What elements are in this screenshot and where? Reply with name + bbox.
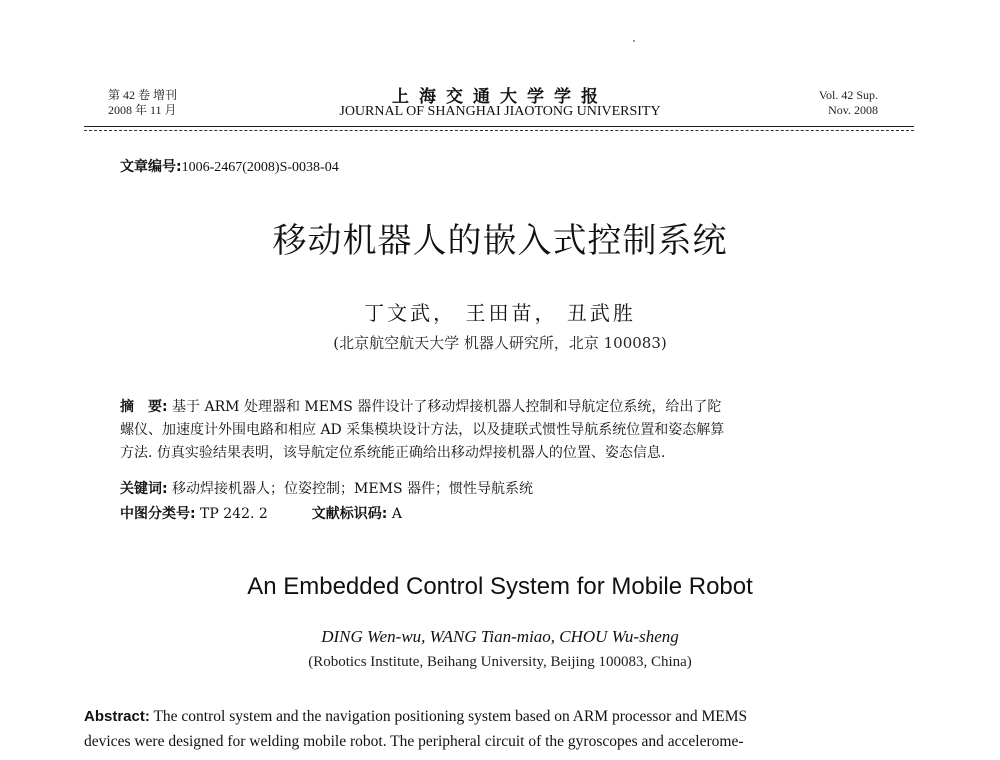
abstract-en-line-2: devices were designed for welding mobile robot. The peripheral circuit of the gyroscopes and accelerome- — [84, 733, 744, 750]
clc-label: 中图分类号: — [120, 506, 196, 522]
authors-cn: 丁文武， 王田苗， 丑武胜 — [364, 301, 636, 325]
abstract-cn-text-1: 基于 ARM 处理器和 MEMS 器件设计了移动焊接机器人控制和导航定位系统，给出了陀 — [167, 399, 722, 415]
affiliation-en: (Robotics Institute, Beihang University, Beijing 100083, China) — [308, 654, 692, 670]
header-rule-dashed — [84, 130, 914, 131]
issue-date: 2008 年 11 月 — [108, 103, 177, 117]
article-number — [120, 156, 339, 176]
issue-info-en — [819, 88, 878, 118]
abstract-en-label: Abstract: — [84, 708, 150, 725]
issue-volume: 第 42 卷 增刊 — [108, 88, 178, 102]
keywords-cn — [120, 478, 533, 501]
article-number-label: 文章编号: — [120, 159, 182, 175]
keywords-cn-value: 移动焊接机器人；位姿控制；MEMS 器件；惯性导航系统 — [167, 481, 533, 497]
issue-date-en: Nov. 2008 — [828, 103, 878, 117]
document-code-value: A — [387, 506, 402, 522]
abstract-en — [84, 704, 916, 754]
clc-value: TP 242. 2 — [195, 506, 268, 522]
journal-title-cn: 上海交通大学学报 — [392, 87, 608, 107]
document-code-label: 文献标识码: — [311, 506, 388, 522]
issue-volume-en: Vol. 42 Sup. — [818, 88, 878, 102]
abstract-cn-line-2: 螺仪、加速度计外围电路和相应 AD 采集模块设计方法，以及捷联式惯性导航系统位置和姿态解算 — [120, 422, 725, 438]
scan-speck — [633, 40, 635, 42]
article-number-value: 1006-2467(2008)S-0038-04 — [181, 160, 339, 175]
abstract-en-text-1: The control system and the navigation positioning system based on ARM processor and MEMS — [149, 708, 748, 725]
abstract-cn-line-1 — [120, 396, 890, 419]
abstract-cn — [120, 396, 890, 465]
journal-title-en: JOURNAL OF SHANGHAI JIAOTONG UNIVERSITY — [339, 104, 661, 119]
affiliation-cn: (北京航空航天大学 机器人研究所，北京 100083) — [333, 334, 667, 352]
header-rule — [84, 126, 914, 127]
keywords-cn-label: 关键词: — [120, 481, 168, 497]
authors-en: DING Wen-wu, WANG Tian-miao, CHOU Wu-sheng — [321, 627, 679, 646]
paper-title-en: An Embedded Control System for Mobile Robot — [247, 573, 753, 600]
abstract-en-line-1 — [84, 704, 916, 729]
abstract-cn-line-3: 方法. 仿真实验结果表明，该导航定位系统能正确给出移动焊接机器人的位置、姿态信息. — [120, 445, 666, 461]
paper-title-cn: 移动机器人的嵌入式控制系统 — [272, 221, 728, 261]
classification-info — [120, 503, 402, 523]
abstract-cn-label: 摘 要: — [120, 399, 168, 415]
